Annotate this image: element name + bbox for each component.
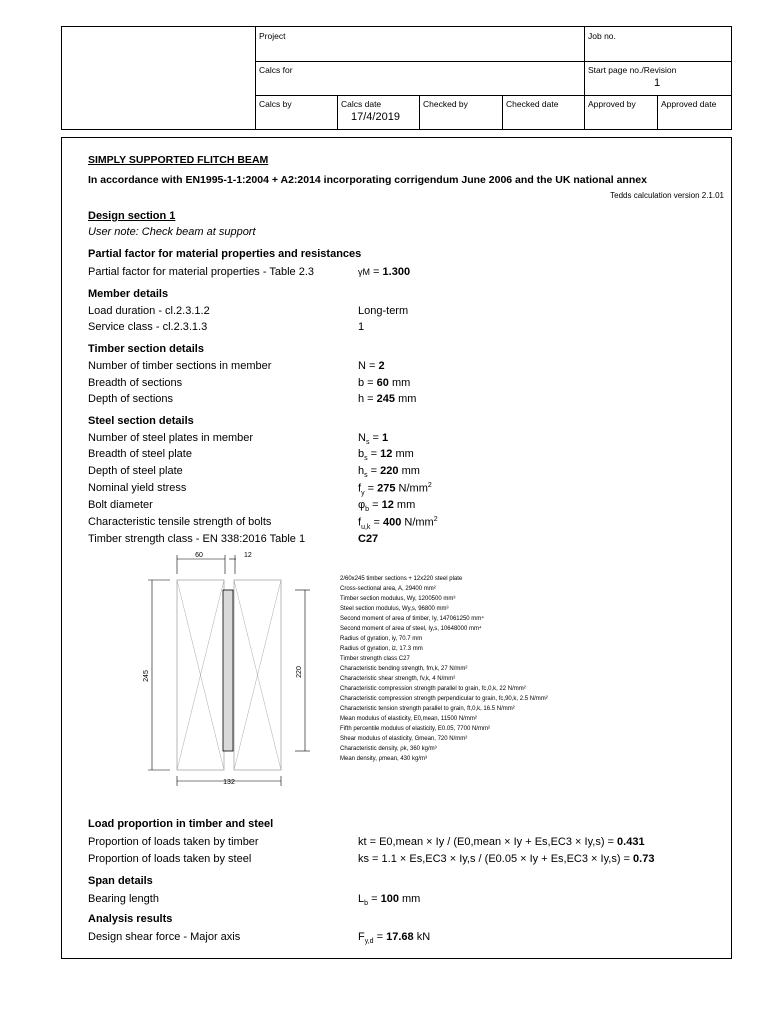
- timber-heading: Timber section details: [88, 343, 204, 355]
- timber-count-label: Number of timber sections in member: [88, 360, 272, 372]
- dim-label-60: 60: [195, 552, 203, 559]
- steel-breadth-value: $b_s = 12$ mm: [358, 448, 414, 463]
- bolt-strength-value: $f_{u,k} = 400$ $N/mm^2$: [358, 516, 438, 531]
- header-table: [61, 26, 732, 130]
- service-class-value: 1: [358, 321, 365, 333]
- timber-breadth-value: b = 60 mm: [358, 377, 411, 389]
- calcs-date-value: 17/4/2019: [351, 111, 400, 123]
- section-property: Timber strength class C27: [340, 656, 410, 662]
- shear-force-value: $F_{y,d} = 17.68$ kN: [358, 931, 431, 946]
- span-heading: Span details: [88, 875, 153, 887]
- user-note: User note: Check beam at support: [88, 226, 256, 238]
- timber-load-value: kt = E0,mean × Iy / (E0,mean × Iy + Es,EC3 × Iy,s) = 0.431: [358, 836, 645, 848]
- dim-label-132: 132: [223, 779, 235, 786]
- job-no-label: Job no.: [588, 31, 616, 41]
- yield-stress-value: $f_y = 275$ $N/mm^2$: [358, 482, 432, 497]
- calcs-by-label: Calcs by: [259, 99, 292, 109]
- section-property: Timber section modulus, Wy, 1200500 mm³: [340, 596, 456, 602]
- section-property: Mean modulus of elasticity, E0,mean, 11500 N/mm²: [340, 716, 477, 722]
- section-property: Second moment of area of timber, Iy, 147061250 mm⁴: [340, 616, 484, 622]
- timber-count-value: N = 2: [358, 360, 385, 372]
- checked-by-label: Checked by: [423, 99, 468, 109]
- steel-count-value: $N_s = 1$: [358, 432, 389, 447]
- section-drawing: [140, 548, 330, 800]
- timber-depth-label: Depth of sections: [88, 393, 173, 405]
- bolt-diameter-label: Bolt diameter: [88, 499, 153, 511]
- dim-label-12: 12: [244, 552, 252, 559]
- steel-heading: Steel section details: [88, 415, 194, 427]
- section-property: Shear modulus of elasticity, Gmean, 720 N/mm²: [340, 736, 468, 742]
- load-proportion-heading: Load proportion in timber and steel: [88, 818, 274, 830]
- steel-depth-label: Depth of steel plate: [88, 465, 183, 477]
- section-property: Characteristic density, ρk, 360 kg/m³: [340, 746, 437, 752]
- section-property: Characteristic tension strength parallel to grain, ft,0,k, 16.5 N/mm²: [340, 706, 515, 712]
- project-label: Project: [259, 31, 286, 41]
- partial-factor-value: γM = 1.300: [358, 266, 411, 278]
- shear-force-label: Design shear force - Major axis: [88, 931, 241, 943]
- version-text: Tedds calculation version 2.1.01: [610, 191, 724, 200]
- load-duration-label: Load duration - cl.2.3.1.2: [88, 305, 210, 317]
- steel-count-label: Number of steel plates in member: [88, 432, 254, 444]
- bearing-length-value: $L_b = 100$ mm: [358, 893, 421, 908]
- calcs-for-label: Calcs for: [259, 65, 293, 75]
- strength-class-value: C27: [358, 533, 379, 545]
- section-property: Steel section modulus, Wy,s, 96800 mm³: [340, 606, 449, 612]
- partial-factor-label: Partial factor for material properties - Table 2.3: [88, 266, 315, 278]
- steel-load-value: ks = 1.1 × Es,EC3 × Iy,s / (E0.05 × Iy + Es,EC3 × Iy,s) = 0.73: [358, 853, 655, 865]
- section-property: Characteristic compression strength parallel to grain, fc,0,k, 22 N/mm²: [340, 686, 526, 692]
- bearing-length-label: Bearing length: [88, 893, 159, 905]
- timber-breadth-label: Breadth of sections: [88, 377, 183, 389]
- standard-reference: In accordance with EN1995-1-1:2004 + A2:2014 incorporating corrigendum June 2006 and the UK national annex: [88, 174, 647, 186]
- service-class-label: Service class - cl.2.3.1.3: [88, 321, 208, 333]
- start-page-value: 1: [654, 77, 661, 89]
- calcs-date-label: Calcs date: [341, 99, 382, 109]
- section-property: Cross-sectional area, A, 29400 mm²: [340, 586, 436, 592]
- load-duration-value: Long-term: [358, 305, 409, 317]
- checked-date-label: Checked date: [506, 99, 559, 109]
- section-property: Characteristic compression strength perpendicular to grain, fc,90,k, 2.5 N/mm²: [340, 696, 548, 702]
- section-property: Radius of gyration, iz, 17.3 mm: [340, 646, 423, 652]
- section-property: 2/60x245 timber sections + 12x220 steel plate: [340, 576, 463, 582]
- analysis-heading: Analysis results: [88, 913, 173, 925]
- steel-load-label: Proportion of loads taken by steel: [88, 853, 252, 865]
- dim-label-245: 245: [143, 670, 150, 682]
- section-property: Characteristic shear strength, fv,k, 4 N/mm²: [340, 676, 456, 682]
- section-property: Second moment of area of steel, Iy,s, 10648000 mm⁴: [340, 626, 482, 632]
- doc-title: SIMPLY SUPPORTED FLITCH BEAM: [88, 154, 269, 166]
- design-section-heading: Design section 1: [88, 210, 176, 222]
- member-heading: Member details: [88, 288, 169, 300]
- bolt-strength-label: Characteristic tensile strength of bolts: [88, 516, 272, 528]
- yield-stress-label: Nominal yield stress: [88, 482, 187, 494]
- section-property: Radius of gyration, iy, 70.7 mm: [340, 636, 423, 642]
- timber-depth-value: h = 245 mm: [358, 393, 417, 405]
- partial-factor-heading: Partial factor for material properties and resistances: [88, 248, 362, 260]
- section-property: Fifth percentile modulus of elasticity, E0.05, 7700 N/mm²: [340, 726, 490, 732]
- steel-breadth-label: Breadth of steel plate: [88, 448, 192, 460]
- timber-load-label: Proportion of loads taken by timber: [88, 836, 259, 848]
- approved-by-label: Approved by: [588, 99, 636, 109]
- approved-date-label: Approved date: [661, 99, 717, 109]
- start-page-label: Start page no./Revision: [588, 65, 677, 75]
- dim-label-220: 220: [296, 666, 303, 678]
- section-property: Mean density, ρmean, 430 kg/m³: [340, 756, 428, 762]
- strength-class-label: Timber strength class - EN 338:2016 Table 1: [88, 533, 306, 545]
- steel-depth-value: $h_s = 220$ mm: [358, 465, 420, 480]
- bolt-diameter-value: $\varphi_b = 12$ mm: [358, 499, 416, 514]
- section-property: Characteristic bending strength, fm,k, 27 N/mm²: [340, 666, 468, 672]
